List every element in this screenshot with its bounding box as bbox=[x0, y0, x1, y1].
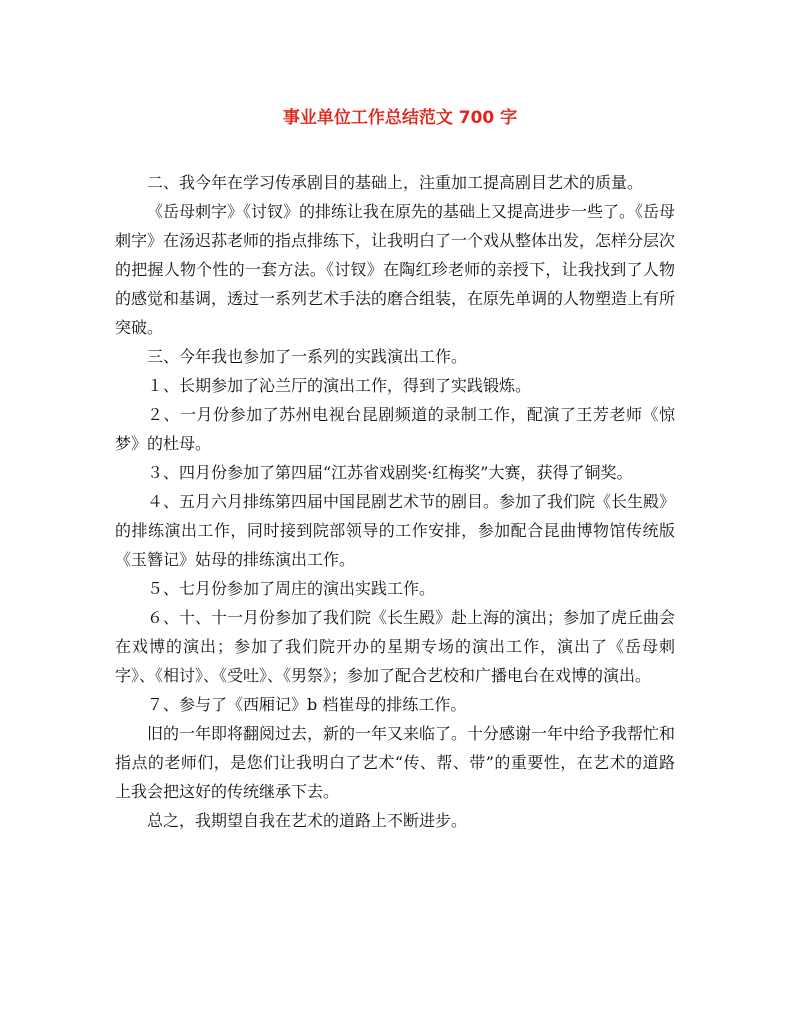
paragraph: 旧的一年即将翻阅过去，新的一年又来临了。十分感谢一年中给予我帮忙和指点的老师们，是您们让我明白了艺术“传、帮、带”的重要性，在艺术的道路上我会把这好的传统继承下去。 bbox=[115, 724, 676, 801]
paragraph: １、长期参加了沁兰厅的演出工作，得到了实践锻炼。 bbox=[147, 376, 532, 395]
document-title: 事业单位工作总结范文 700 字 bbox=[282, 108, 518, 128]
paragraph: 《岳母刺字》《讨钗》的排练让我在原先的基础上又提高进步一些了。《岳母刺字》在汤迟荪老师的指点排练下，让我明白了一个戏从整体出发，怎样分层次的把握人物个性的一套方法。《讨钗》在陶红珍老师的亲授下，让我找到了人物的感觉和基调，透过一系列艺术手法的磨合组装，在原先单调的人物塑造上有所突破。 bbox=[115, 202, 676, 337]
paragraph: ２、一月份参加了苏州电视台昆剧频道的录制工作，配演了王芳老师《惊梦》的杜母。 bbox=[115, 405, 675, 453]
paragraph: ６、十、十一月份参加了我们院《长生殿》赴上海的演出；参加了虎丘曲会在戏博的演出；参加了我们院开办的星期专场的演出工作，演出了《岳母刺字》、《相讨》、《受吐》、《男祭》；参加了配合艺校和广播电台在戏博的演出。 bbox=[115, 608, 676, 685]
paragraph: ４、五月六月排练第四届中国昆剧艺术节的剧目。参加了我们院《长生殿》的排练演出工作，同时接到院部领导的工作安排，参加配合昆曲博物馆传统版《玉簪记》姑母的排练演出工作。 bbox=[115, 492, 676, 569]
document-body bbox=[115, 168, 675, 835]
paragraph: 二、我今年在学习传承剧目的基础上，注重加工提高剧目艺术的质量。 bbox=[147, 173, 644, 192]
paragraph: ５、七月份参加了周庄的演出实践工作。 bbox=[147, 579, 436, 598]
paragraph: 三、今年我也参加了一系列的实践演出工作。 bbox=[147, 347, 468, 366]
paragraph: 总之，我期望自我在艺术的道路上不断进步。 bbox=[147, 811, 468, 830]
paragraph: ３、四月份参加了第四届“江苏省戏剧奖·红梅奖”大赛，获得了铜奖。 bbox=[147, 463, 633, 482]
paragraph: ７、参与了《西厢记》b 档崔母的排练工作。 bbox=[147, 695, 467, 714]
